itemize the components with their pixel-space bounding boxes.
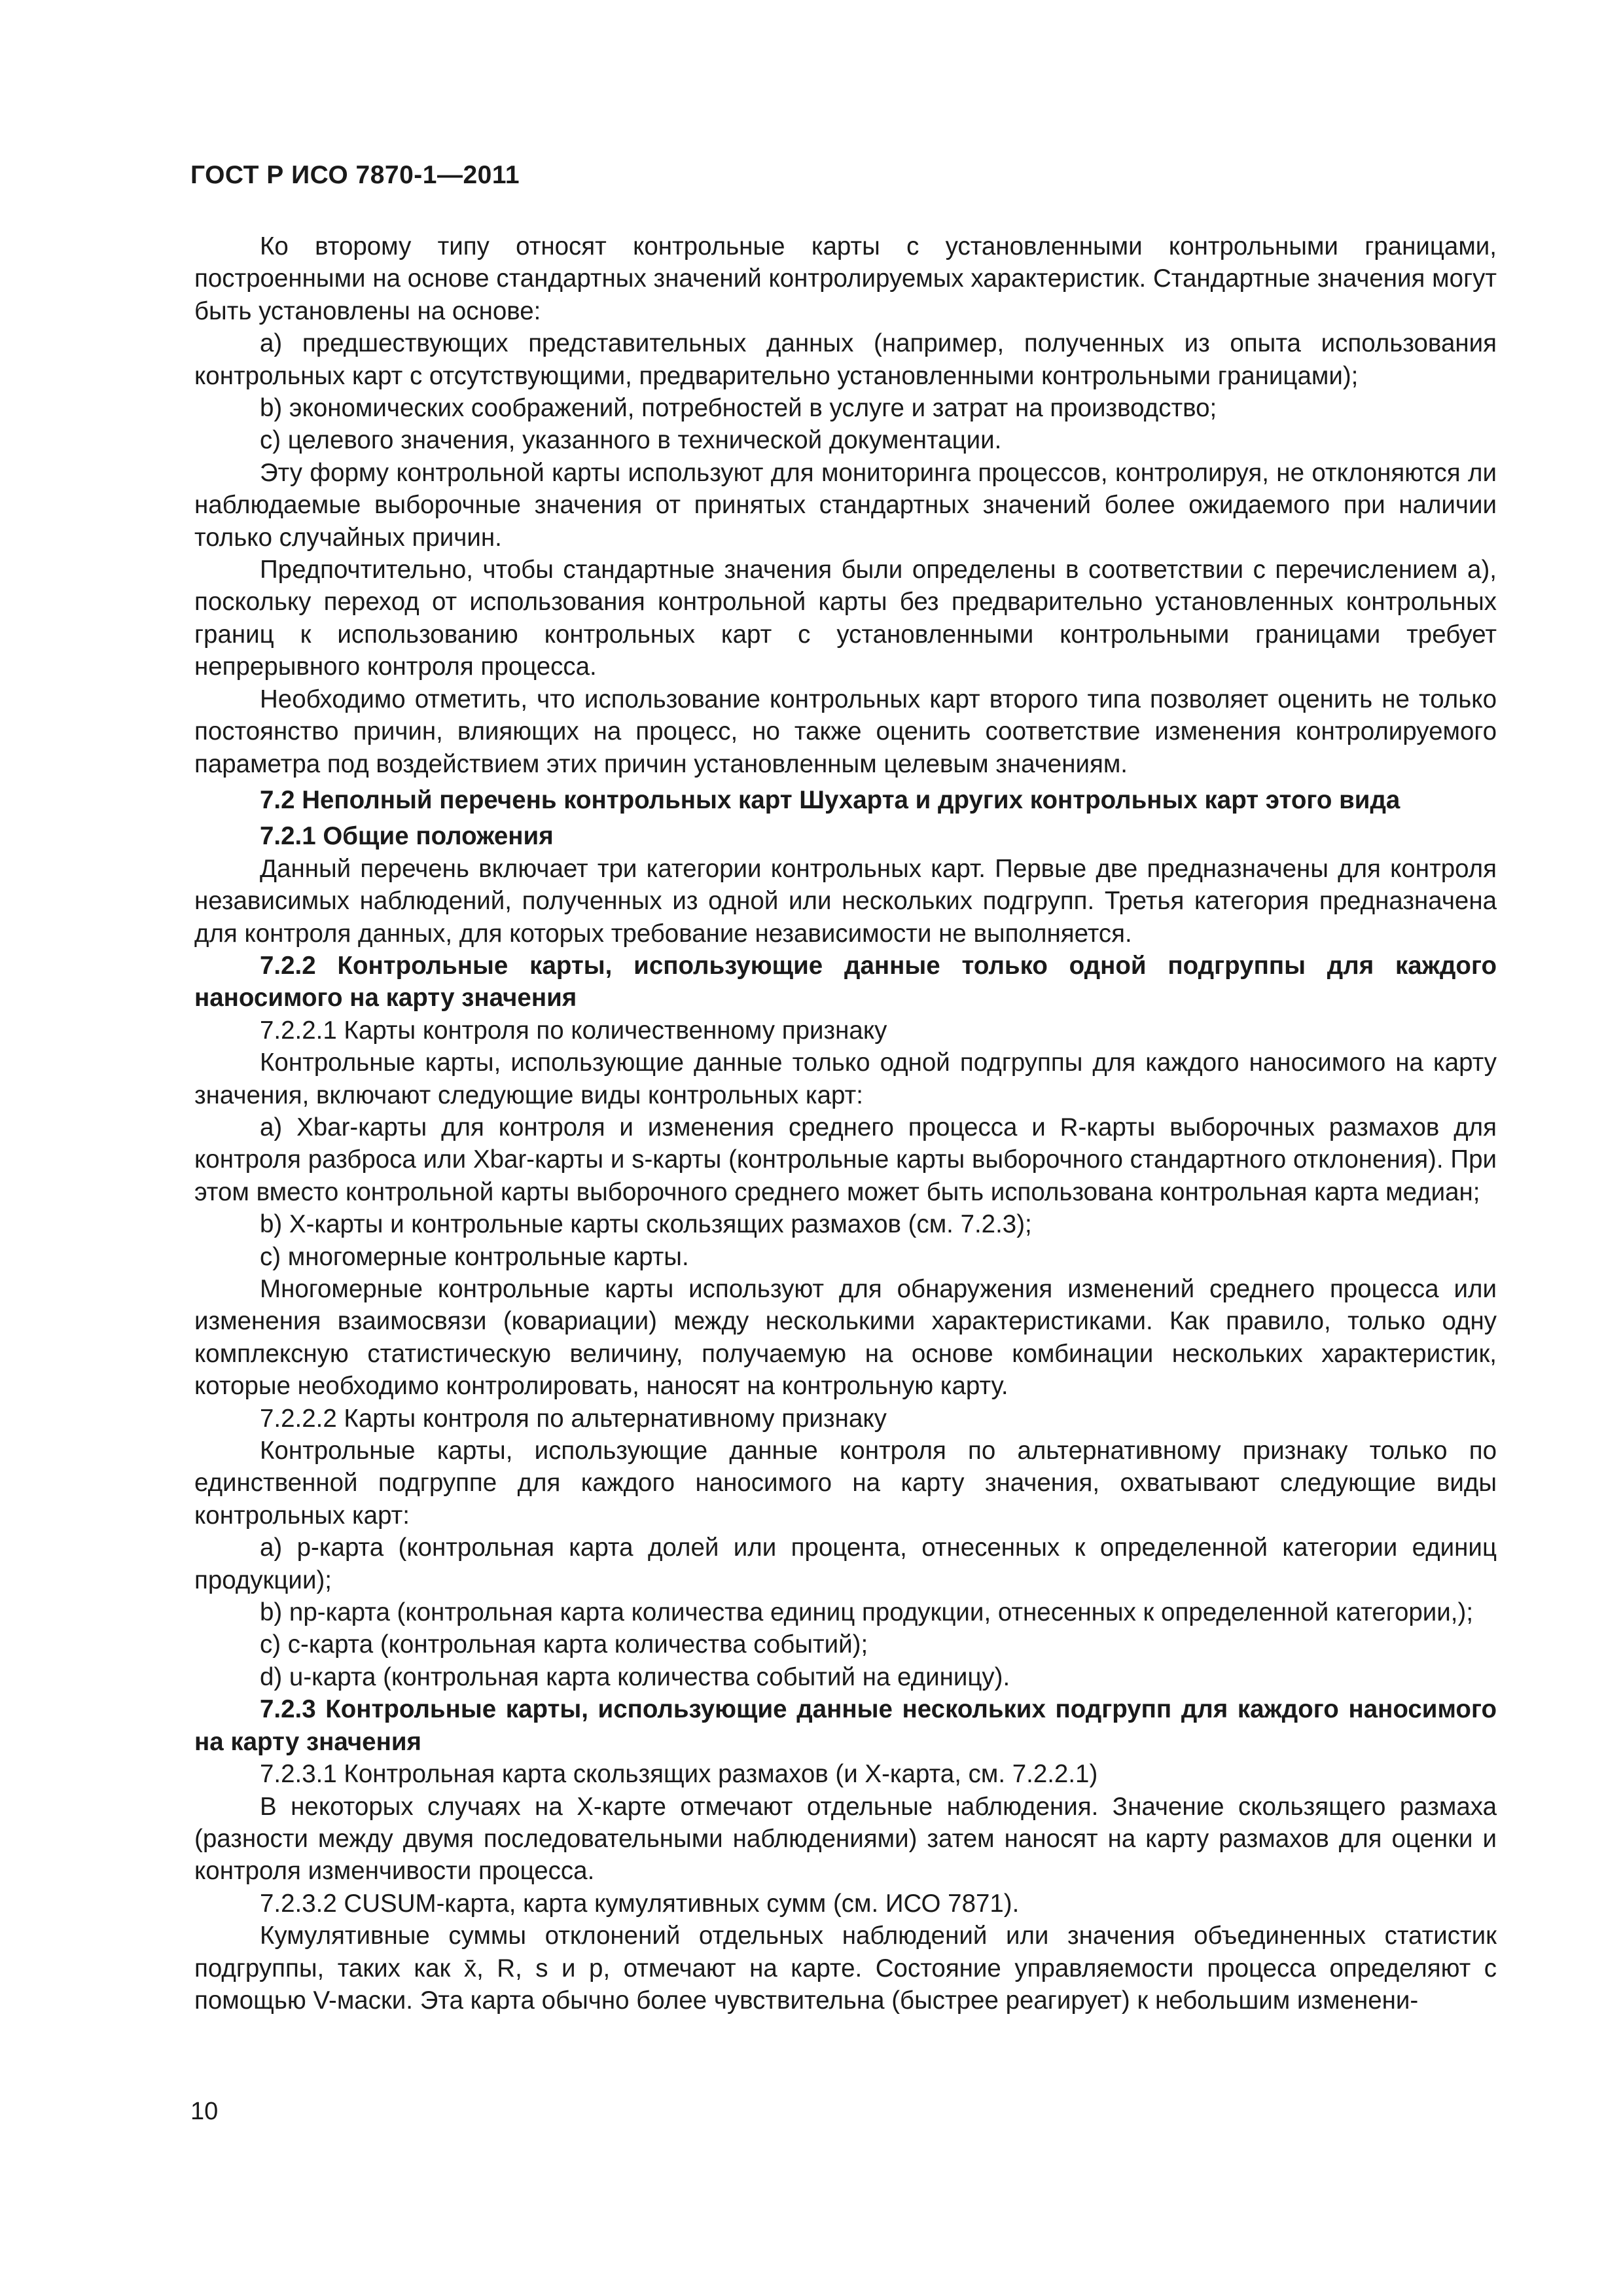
subsection-heading: 7.2.1 Общие положения xyxy=(260,822,554,851)
list-item: d) u-карта (контрольная карта количества событий на единицу). xyxy=(260,1662,1010,1691)
paragraph: Необходимо отметить, что использование контрольных карт второго типа позволяет оценить не только постоянство причин, влияющих на процесс, но также оценить соответствие изменения контролируемого параметра под воздействием этих причин установленным целевым значениям. xyxy=(194,685,1497,778)
paragraph: Многомерные контрольные карты используют для обнаружения изменений среднего процесса или изменения взаимосвязи (ковариации) между несколькими характеристиками. Как правило, только одну комплексную статистическую величину, получаемую на основе комбинации нескольких характеристик, которые необходимо контролировать, наносят на контрольную карту. xyxy=(194,1275,1497,1401)
document-body xyxy=(194,230,1497,2017)
page-number: 10 xyxy=(190,2098,219,2125)
list-item: a) Xbar-карты для контроля и изменения среднего процесса и R-карты выборочных размахов для контроля разброса или Xbar-карты и s-карты (контрольные карты выборочного стандартного отклонения). При этом вместо контрольной карты выборочного среднего может быть использована контрольная карта медиан; xyxy=(194,1113,1497,1206)
subsection-heading: 7.2.2 Контрольные карты, использующие данные только одной подгруппы для каждого наносимого на карту значения xyxy=(194,951,1497,1013)
clause-title: 7.2.2.1 Карты контроля по количественному признаку xyxy=(260,1016,887,1045)
list-item: b) экономических соображений, потребностей в услуге и затрат на производство; xyxy=(260,394,1217,423)
list-item: a) p-карта (контрольная карта долей или процента, отнесенных к определенной категории единиц продукции); xyxy=(194,1534,1497,1594)
clause-title: 7.2.2.2 Карты контроля по альтернативному признаку xyxy=(260,1404,887,1433)
list-item: b) X-карты и контрольные карты скользящих размахов (см. 7.2.3); xyxy=(260,1210,1032,1239)
paragraph: Контрольные карты, использующие данные только одной подгруппы для каждого наносимого на карту значения, включают следующие виды контрольных карт: xyxy=(194,1049,1497,1109)
list-item: b) np-карта (контрольная карта количества единиц продукции, отнесенных к определенной категории,); xyxy=(260,1598,1474,1627)
list-item: c) c-карта (контрольная карта количества событий); xyxy=(260,1630,868,1659)
paragraph: В некоторых случаях на X-карте отмечают отдельные наблюдения. Значение скользящего размаха (разности между двумя последовательными наблюдениями) затем наносят на карту размахов для оценки и контроля изменчивости процесса. xyxy=(194,1792,1497,1886)
paragraph: Данный перечень включает три категории контрольных карт. Первые две предназначены для контроля независимых наблюдений, полученных из одной или нескольких подгрупп. Третья категория предназначена для контроля данных, для которых требование независимости не выполняется. xyxy=(194,854,1497,948)
paragraph: Ко второму типу относят контрольные карты с установленными контрольными границами, построенными на основе стандартных значений контролируемых характеристик. Стандартные значения могут быть установлены на основе: xyxy=(194,232,1497,325)
paragraph: Эту форму контрольной карты используют для мониторинга процессов, контролируя, не отклоняются ли наблюдаемые выборочные значения от принятых стандартных значений более ожидаемого при наличии только случайных причин. xyxy=(194,458,1497,552)
list-item: a) предшествующих представительных данных (например, полученных из опыта использования контрольных карт с отсутствующими, предварительно установленными контрольными границами); xyxy=(194,329,1497,390)
paragraph: Предпочтительно, чтобы стандартные значения были определены в соответствии с перечислением a), поскольку переход от использования контрольной карты без предварительно установленных контрольных границ к использованию контрольных карт с установленными контрольными границами требует непрерывного контроля процесса. xyxy=(194,556,1497,681)
clause-title: 7.2.3.1 Контрольная карта скользящих размахов (и X-карта, см. 7.2.2.1) xyxy=(260,1760,1098,1789)
list-item: c) многомерные контрольные карты. xyxy=(260,1242,689,1271)
document-header: ГОСТ Р ИСО 7870-1—2011 xyxy=(190,161,520,189)
subsection-heading: 7.2.3 Контрольные карты, использующие данные нескольких подгрупп для каждого наносимого на карту значения xyxy=(194,1695,1497,1756)
clause-title: 7.2.3.2 CUSUM-карта, карта кумулятивных сумм (см. ИСО 7871). xyxy=(260,1889,1020,1918)
paragraph: Кумулятивные суммы отклонений отдельных наблюдений или значения объединенных статистик подгруппы, таких как x̄, R, s и p, отмечают на карте. Состояние управляемости процесса определяют с помощью V-маски. Эта карта обычно более чувствительна (быстрее реагирует) к небольшим изменени- xyxy=(194,1922,1497,2015)
list-item: c) целевого значения, указанного в технической документации. xyxy=(260,426,1002,455)
section-heading: 7.2 Неполный перечень контрольных карт Шухарта и других контрольных карт этого вида xyxy=(260,785,1400,814)
paragraph: Контрольные карты, использующие данные контроля по альтернативному признаку только по единственной подгруппе для каждого наносимого на карту значения, охватывают следующие виды контрольных карт: xyxy=(194,1437,1497,1530)
